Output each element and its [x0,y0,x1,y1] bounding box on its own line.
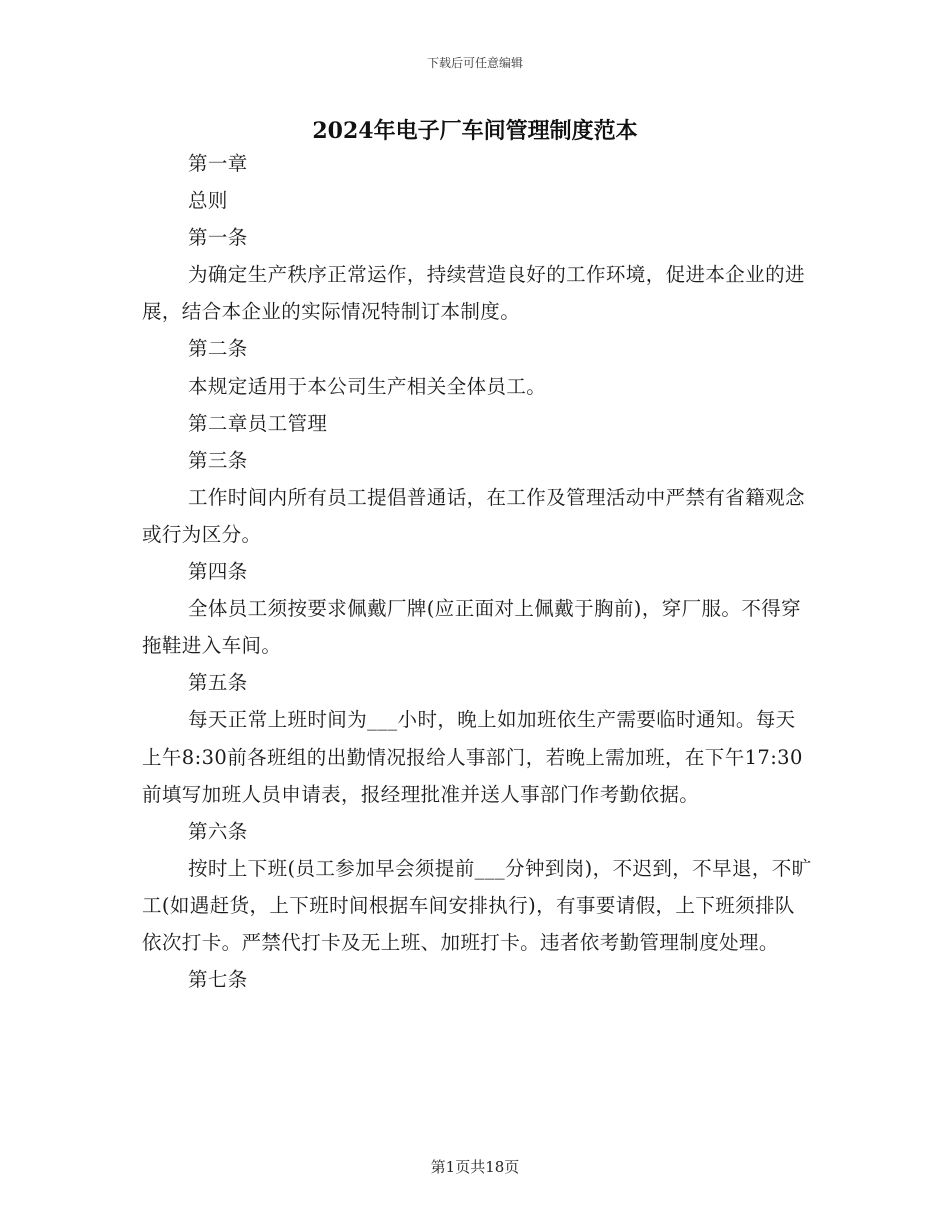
article-text: 为确定生产秩序正常运作，持续营造良好的工作环境，促进本企业的进展，结合本企业的实际情况特制订本制度。 [142,263,805,324]
document-body [142,145,812,998]
article-text: 工作时间内所有员工提倡普通话，在工作及管理活动中严禁有省籍观念或行为区分。 [142,485,805,546]
section-heading: 总则 [188,189,228,213]
page-header-note: 下载后可任意编辑 [426,56,523,70]
article-heading: 第二条 [188,337,248,361]
chapter-heading: 第二章员工管理 [188,411,328,435]
article-text: 全体员工须按要求佩戴厂牌(应正面对上佩戴于胸前)，穿厂服。不得穿拖鞋进入车间。 [142,597,802,658]
article-heading: 第六条 [188,819,248,843]
article-heading: 第七条 [188,968,248,992]
chapter-heading: 第一章 [188,152,248,175]
article-heading: 第一条 [188,226,248,250]
article-heading: 第三条 [188,448,248,472]
article-text: 按时上下班(员工参加早会须提前___分钟到岗)，不迟到，不早退，不旷工(如遇赶货，上下班时间根据车间安排执行)，有事要请假，上下班须排队依次打卡。严禁代打卡及无上班、加班打卡。违者依考勤管理制度处理。 [142,856,812,954]
article-heading: 第四条 [188,560,248,584]
page-number: 第1页共18页 [430,1158,520,1176]
article-heading: 第五条 [188,671,248,695]
document-title: 2024年电子厂车间管理制度范本 [312,118,638,144]
article-text: 每天正常上班时间为___小时，晚上如加班依生产需要临时通知。每天上午8:30前各班组的出勤情况报给人事部门，若晚上需加班，在下午17:30前填写加班人员申请表，报经理批准并送人事部门作考勤依据。 [142,708,803,806]
article-text: 本规定适用于本公司生产相关全体员工。 [188,374,547,398]
